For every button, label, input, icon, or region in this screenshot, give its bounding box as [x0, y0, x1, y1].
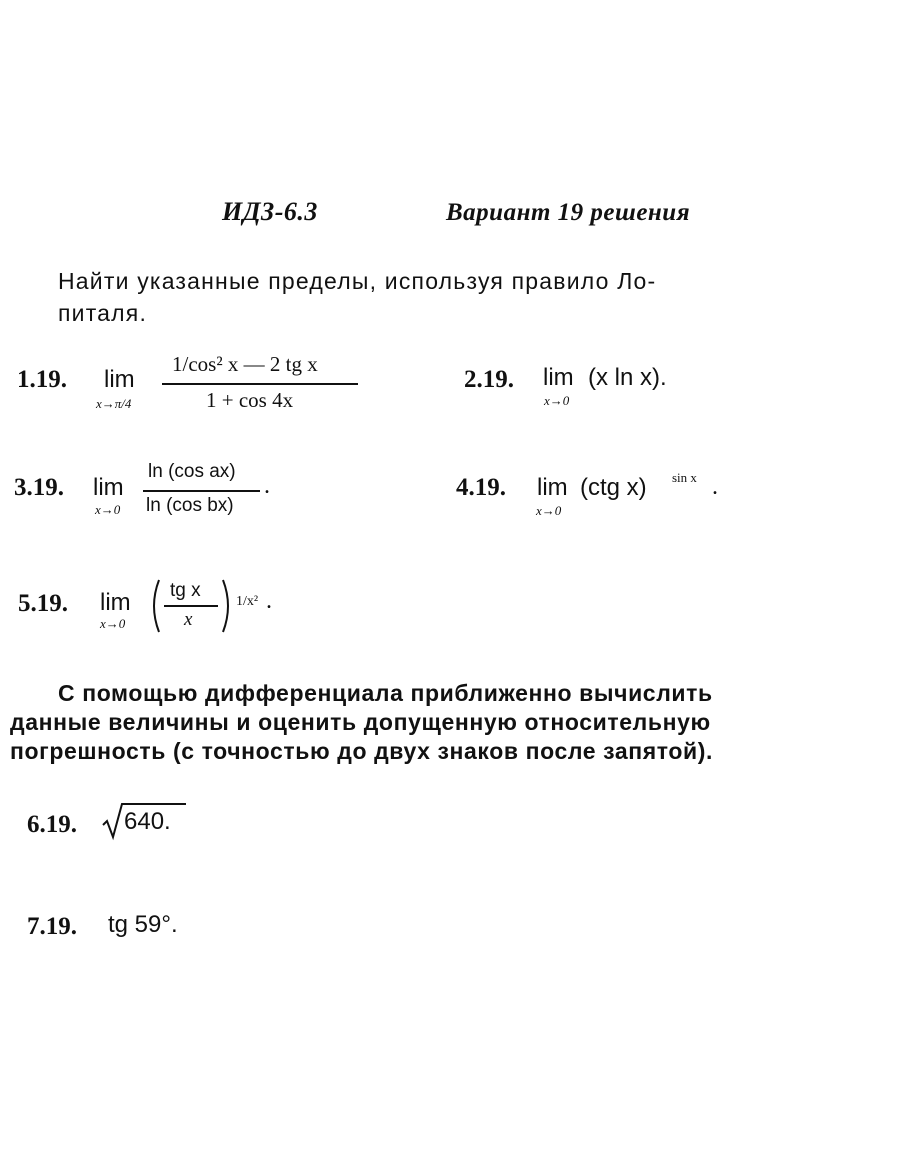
period: .	[266, 588, 272, 614]
limit-expression: (ctg x)	[580, 474, 647, 501]
limit-subscript: x→0	[544, 393, 570, 408]
limit-subscript: x→0	[95, 502, 121, 517]
fraction-numerator: 1/cos² x — 2 tg x	[172, 352, 318, 376]
fraction-denominator: 1 + cos 4x	[206, 388, 294, 412]
problem-number: 4.19.	[456, 474, 506, 501]
problem-number: 1.19.	[17, 366, 67, 393]
limit-operator: lim	[537, 474, 568, 501]
problem-number: 2.19.	[464, 366, 514, 393]
fraction-denominator: ln (cos bx)	[146, 495, 234, 516]
limit-operator: lim	[104, 366, 135, 393]
limit-subscript: x→π/4	[96, 396, 132, 411]
limit-subscript: x→0	[100, 616, 126, 631]
limit-operator: lim	[543, 364, 574, 391]
variant-title: Вариант 19 решения	[446, 199, 691, 226]
problem-number: 6.19.	[27, 811, 77, 838]
differential-instruction-line1: С помощью дифференциала приближенно вычислить	[58, 680, 713, 706]
limits-instruction-line2: питаля.	[58, 300, 148, 326]
limit-expression: (x ln x).	[588, 364, 667, 391]
document-code: ИДЗ-6.3	[222, 197, 318, 226]
problem-number: 7.19.	[27, 913, 77, 940]
fraction-numerator: tg x	[170, 580, 201, 601]
exponent: sin x	[672, 470, 697, 485]
limit-subscript: x→0	[536, 503, 562, 518]
limit-operator: lim	[100, 589, 131, 616]
problem-number: 3.19.	[14, 474, 64, 501]
left-paren-icon	[148, 578, 162, 634]
period: .	[712, 474, 718, 500]
fraction-bar	[143, 490, 260, 492]
differential-instruction-line3: погрешность (с точностью до двух знаков после запятой).	[10, 738, 713, 764]
fraction-denominator: x	[184, 609, 193, 630]
period: .	[264, 473, 270, 499]
right-paren-icon	[220, 578, 234, 634]
fraction-bar	[162, 383, 358, 385]
differential-instruction-line2: данные величины и оценить допущенную относительную	[10, 709, 711, 735]
limits-instruction-line1: Найти указанные пределы, используя правило Ло-	[58, 268, 657, 294]
fraction-bar	[164, 605, 218, 607]
fraction-numerator: ln (cos ax)	[148, 461, 236, 482]
problem-number: 5.19.	[18, 590, 68, 617]
approx-expression: tg 59°.	[108, 911, 178, 938]
exponent: 1/x²	[236, 594, 259, 609]
radicand: 640.	[124, 808, 171, 835]
limit-operator: lim	[93, 474, 124, 501]
